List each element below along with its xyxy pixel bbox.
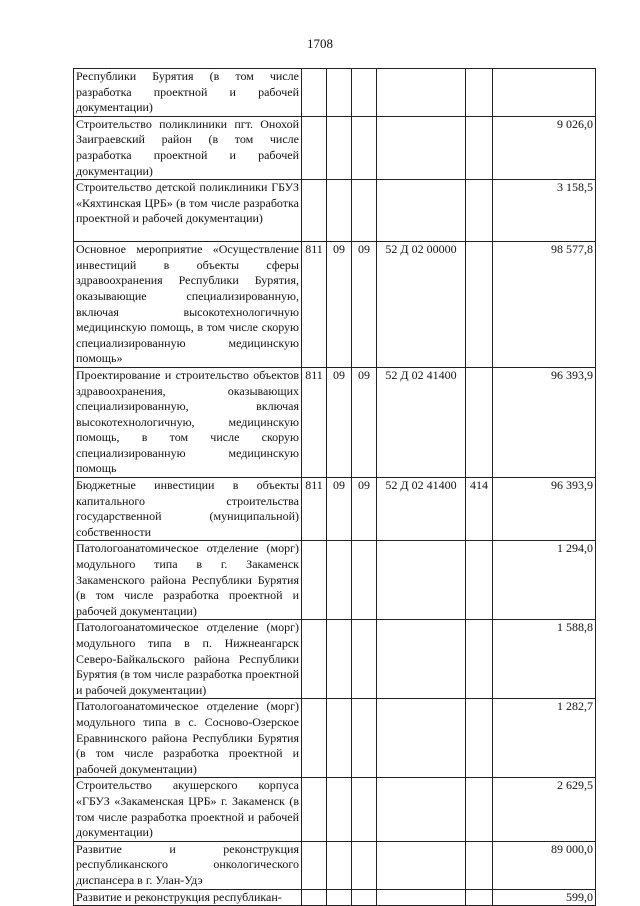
row-subsection xyxy=(352,778,377,841)
row-expense-type xyxy=(466,841,493,889)
table-row xyxy=(74,242,596,368)
row-target-article xyxy=(377,620,466,699)
table-row xyxy=(74,778,596,841)
row-amount: 98 577,8 xyxy=(493,242,596,368)
budget-table xyxy=(73,68,596,906)
row-name: Развитие и реконструкция республиканского онкологического диспансера в г. Улан-Удэ xyxy=(74,841,302,889)
row-name: Патологоанатомическое отделение (морг) модульного типа в с. Сосново-Озерское Еравнинского района Республики Бурятия (в том числе разработка проектной и рабочей документации) xyxy=(74,699,302,778)
table-row xyxy=(74,699,596,778)
row-admin-code: 811 xyxy=(302,478,327,541)
budget-table-body xyxy=(74,69,596,906)
row-section: 09 xyxy=(327,242,352,368)
row-section xyxy=(327,541,352,620)
row-subsection xyxy=(352,69,377,117)
row-subsection xyxy=(352,180,377,242)
row-expense-type xyxy=(466,69,493,117)
table-row xyxy=(74,180,596,242)
row-target-article xyxy=(377,116,466,179)
row-admin-code xyxy=(302,116,327,179)
row-amount: 1 282,7 xyxy=(493,699,596,778)
row-target-article: 52 Д 02 41400 xyxy=(377,367,466,477)
row-target-article xyxy=(377,841,466,889)
row-expense-type xyxy=(466,889,493,906)
row-amount xyxy=(493,69,596,117)
row-admin-code xyxy=(302,180,327,242)
table-row xyxy=(74,367,596,477)
row-target-article xyxy=(377,541,466,620)
row-name: Строительство акушерского корпуса «ГБУЗ «Закаменская ЦРБ» г. Закаменск (в том числе разработка проектной и рабочей документации) xyxy=(74,778,302,841)
row-amount: 2 629,5 xyxy=(493,778,596,841)
row-expense-type xyxy=(466,541,493,620)
row-expense-type xyxy=(466,242,493,368)
row-name: Патологоанатомическое отделение (морг) модульного типа в п. Нижнеангарск Северо-Байкальского района Республики Бурятия (в том числе разработка проектной и рабочей документации) xyxy=(74,620,302,699)
row-section xyxy=(327,116,352,179)
table-row xyxy=(74,889,596,906)
row-expense-type xyxy=(466,116,493,179)
table-row xyxy=(74,69,596,117)
row-subsection xyxy=(352,889,377,906)
row-expense-type xyxy=(466,699,493,778)
row-expense-type: 414 xyxy=(466,478,493,541)
row-admin-code xyxy=(302,889,327,906)
row-target-article xyxy=(377,180,466,242)
row-name: Развитие и реконструкция республикан- xyxy=(74,889,302,906)
row-amount: 3 158,5 xyxy=(493,180,596,242)
row-name: Строительство поликлиники пгт. Онохой Заиграевский район (в том числе разработка проектной и рабочей документации) xyxy=(74,116,302,179)
row-target-article xyxy=(377,699,466,778)
row-section xyxy=(327,180,352,242)
row-expense-type xyxy=(466,778,493,841)
row-amount: 96 393,9 xyxy=(493,478,596,541)
row-section: 09 xyxy=(327,478,352,541)
row-section xyxy=(327,889,352,906)
row-section xyxy=(327,778,352,841)
table-row xyxy=(74,841,596,889)
row-amount: 1 294,0 xyxy=(493,541,596,620)
table-row xyxy=(74,620,596,699)
row-admin-code xyxy=(302,620,327,699)
row-target-article: 52 Д 02 00000 xyxy=(377,242,466,368)
row-section xyxy=(327,620,352,699)
row-section xyxy=(327,841,352,889)
row-subsection: 09 xyxy=(352,367,377,477)
row-admin-code xyxy=(302,69,327,117)
row-admin-code: 811 xyxy=(302,242,327,368)
row-name: Республики Бурятия (в том числе разработка проектной и рабочей документации) xyxy=(74,69,302,117)
row-expense-type xyxy=(466,367,493,477)
row-name: Строительство детской поликлиники ГБУЗ «Кяхтинская ЦРБ» (в том числе разработка проектной и рабочей документации) xyxy=(74,180,302,242)
row-subsection xyxy=(352,541,377,620)
row-subsection: 09 xyxy=(352,478,377,541)
row-amount: 9 026,0 xyxy=(493,116,596,179)
row-subsection xyxy=(352,841,377,889)
row-admin-code: 811 xyxy=(302,367,327,477)
row-target-article: 52 Д 02 41400 xyxy=(377,478,466,541)
row-subsection xyxy=(352,116,377,179)
row-target-article xyxy=(377,778,466,841)
row-name: Проектирование и строительство объектов здравоохранения, оказывающих специализированную, включая высокотехнологичную, медицинскую помощь, в том числе скорую специализированную медицинскую помощь xyxy=(74,367,302,477)
row-subsection xyxy=(352,699,377,778)
row-amount: 1 588,8 xyxy=(493,620,596,699)
row-section xyxy=(327,69,352,117)
row-section: 09 xyxy=(327,367,352,477)
row-admin-code xyxy=(302,699,327,778)
row-admin-code xyxy=(302,778,327,841)
page-number: 1708 xyxy=(307,36,333,51)
row-target-article xyxy=(377,889,466,906)
table-row xyxy=(74,116,596,179)
row-subsection xyxy=(352,620,377,699)
row-expense-type xyxy=(466,620,493,699)
row-admin-code xyxy=(302,541,327,620)
row-admin-code xyxy=(302,841,327,889)
table-row xyxy=(74,478,596,541)
table-row xyxy=(74,541,596,620)
row-expense-type xyxy=(466,180,493,242)
row-name: Патологоанатомическое отделение (морг) модульного типа в г. Закаменск Закаменского района Республики Бурятия (в том числе разработка проектной и рабочей документации) xyxy=(74,541,302,620)
row-subsection: 09 xyxy=(352,242,377,368)
row-name: Основное мероприятие «Осуществление инвестиций в объекты сферы здравоохранения Республики Бурятия, оказывающие специализированную, включая высокотехнологичную медицинскую помощь, в том числе скорую специализированную медицинскую помощь» xyxy=(74,242,302,368)
row-section xyxy=(327,699,352,778)
row-amount: 599,0 xyxy=(493,889,596,906)
row-amount: 96 393,9 xyxy=(493,367,596,477)
row-target-article xyxy=(377,69,466,117)
row-name: Бюджетные инвестиции в объекты капитального строительства государственной (муниципальной) собственности xyxy=(74,478,302,541)
row-amount: 89 000,0 xyxy=(493,841,596,889)
